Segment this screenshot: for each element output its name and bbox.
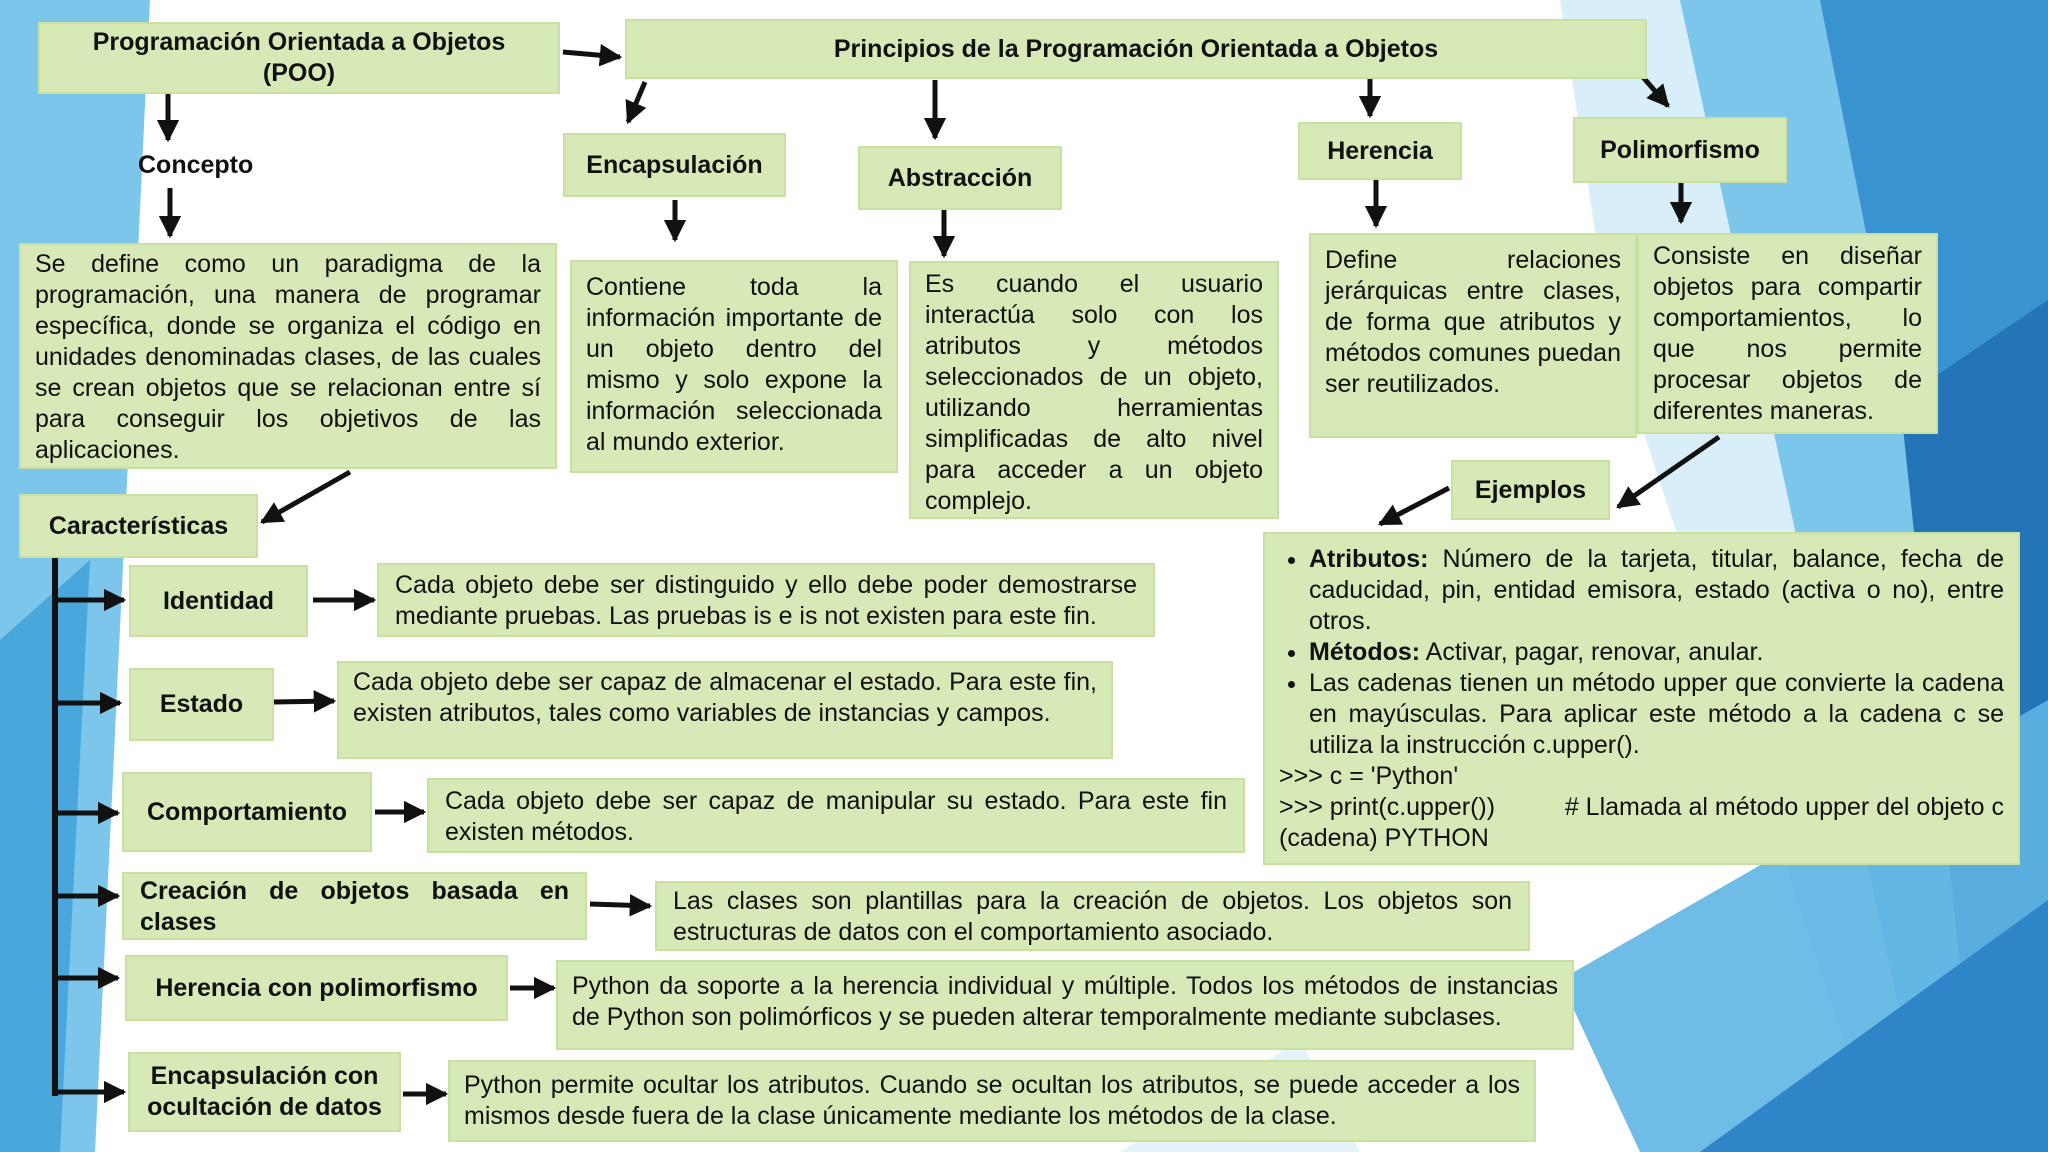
characteristics-title-box [19, 494, 258, 558]
concept-label: Concepto [138, 151, 254, 179]
characteristic-creacion-label: Creación de objetos basada en clases [122, 872, 587, 940]
principle-herencia-text: Define relaciones jerárquicas entre clases, de forma que atributos y métodos comunes puedan ser reutilizados. [1309, 233, 1637, 438]
list-item: • Atributos: Número de la tarjeta, titular, balance, fecha de caducidad, pin, entidad emisora, estado (activa o no), entre otros. [1309, 544, 2004, 637]
principle-encapsulacion-title: Encapsulación [563, 133, 786, 197]
list-item: • Las cadenas tienen un método upper que convierte la cadena en mayúsculas. Para aplicar este método a la cadena c se utiliza la instrucción c.upper(). [1309, 668, 2004, 761]
poo-title: Programación Orientada a Objetos (POO) [92, 28, 506, 87]
principle-abstraccion-text: Es cuando el usuario interactúa solo con los atributos y métodos seleccionados de un objeto, utilizando herramientas simplificadas de alto nivel para acceder a un objeto complejo. [909, 261, 1279, 519]
characteristic-estado-label: Estado [129, 668, 274, 741]
examples-title: Ejemplos [1474, 475, 1587, 504]
characteristic-herencia-polimorfismo-label: Herencia con polimorfismo [125, 955, 508, 1021]
principle-polimorfismo-title: Polimorfismo [1573, 117, 1787, 183]
concept-definition [19, 243, 557, 469]
poo-title-box [38, 22, 560, 94]
principle-encapsulacion-text: Contiene toda la información importante de un objeto dentro del mismo y solo expone la información seleccionada al mundo exterior. [570, 260, 898, 473]
concept-text: Se define como un paradigma de la programación, una manera de programar específica, donde se organiza el código en unidades denominadas clases, de las cuales se crean objetos que se relacionan entre sí para conseguir los objetivos de las aplicaciones. [35, 250, 541, 464]
principle-abstraccion-title: Abstracción [858, 146, 1062, 210]
principles-title-box [625, 19, 1647, 79]
code-line-1: >>> c = 'Python' [1279, 762, 1459, 790]
principle-polimorfismo-text: Consiste en diseñar objetos para compartir comportamientos, lo que nos permite procesar objetos de diferentes maneras. [1637, 233, 1938, 434]
code-line-2: >>> print(c.upper()) # Llamada al método upper del objeto c [1279, 793, 2004, 821]
examples-title-box [1451, 460, 1610, 520]
code-line-3: (cadena) PYTHON [1279, 824, 1489, 852]
characteristics-title: Características [48, 511, 229, 540]
characteristic-creacion-text: Las clases son plantillas para la creación de objetos. Los objetos son estructuras de datos con el comportamiento asociado. [655, 881, 1530, 951]
characteristic-comportamiento-label: Comportamiento [122, 772, 372, 852]
characteristic-identidad-text: Cada objeto debe ser distinguido y ello debe poder demostrarse mediante pruebas. Las pruebas is e is not existen para este fin. [377, 563, 1155, 637]
characteristic-encapsulacion-ocultacion-text: Python permite ocultar los atributos. Cuando se ocultan los atributos, se puede acceder a los mismos desde fuera de la clase únicamente mediante los métodos de la clase. [448, 1060, 1536, 1142]
examples-list [1279, 544, 2004, 761]
characteristic-comportamiento-text: Cada objeto debe ser capaz de manipular su estado. Para este fin existen métodos. [427, 778, 1245, 853]
principles-title: Principios de la Programación Orientada a Objetos [833, 34, 1439, 63]
principle-herencia-title: Herencia [1298, 122, 1462, 180]
characteristic-encapsulacion-ocultacion-label: Encapsulación con ocultación de datos [128, 1052, 401, 1132]
examples-box [1263, 532, 2020, 865]
characteristic-identidad-label: Identidad [129, 565, 308, 637]
list-item: • Métodos: Activar, pagar, renovar, anular. [1309, 637, 2004, 668]
characteristic-estado-text: Cada objeto debe ser capaz de almacenar el estado. Para este fin, existen atributos, tales como variables de instancias y campos. [337, 661, 1113, 759]
characteristic-herencia-polimorfismo-text: Python da soporte a la herencia individual y múltiple. Todos los métodos de instancias de Python son polimórficos y se pueden alterar temporalmente mediante subclases. [556, 960, 1574, 1050]
